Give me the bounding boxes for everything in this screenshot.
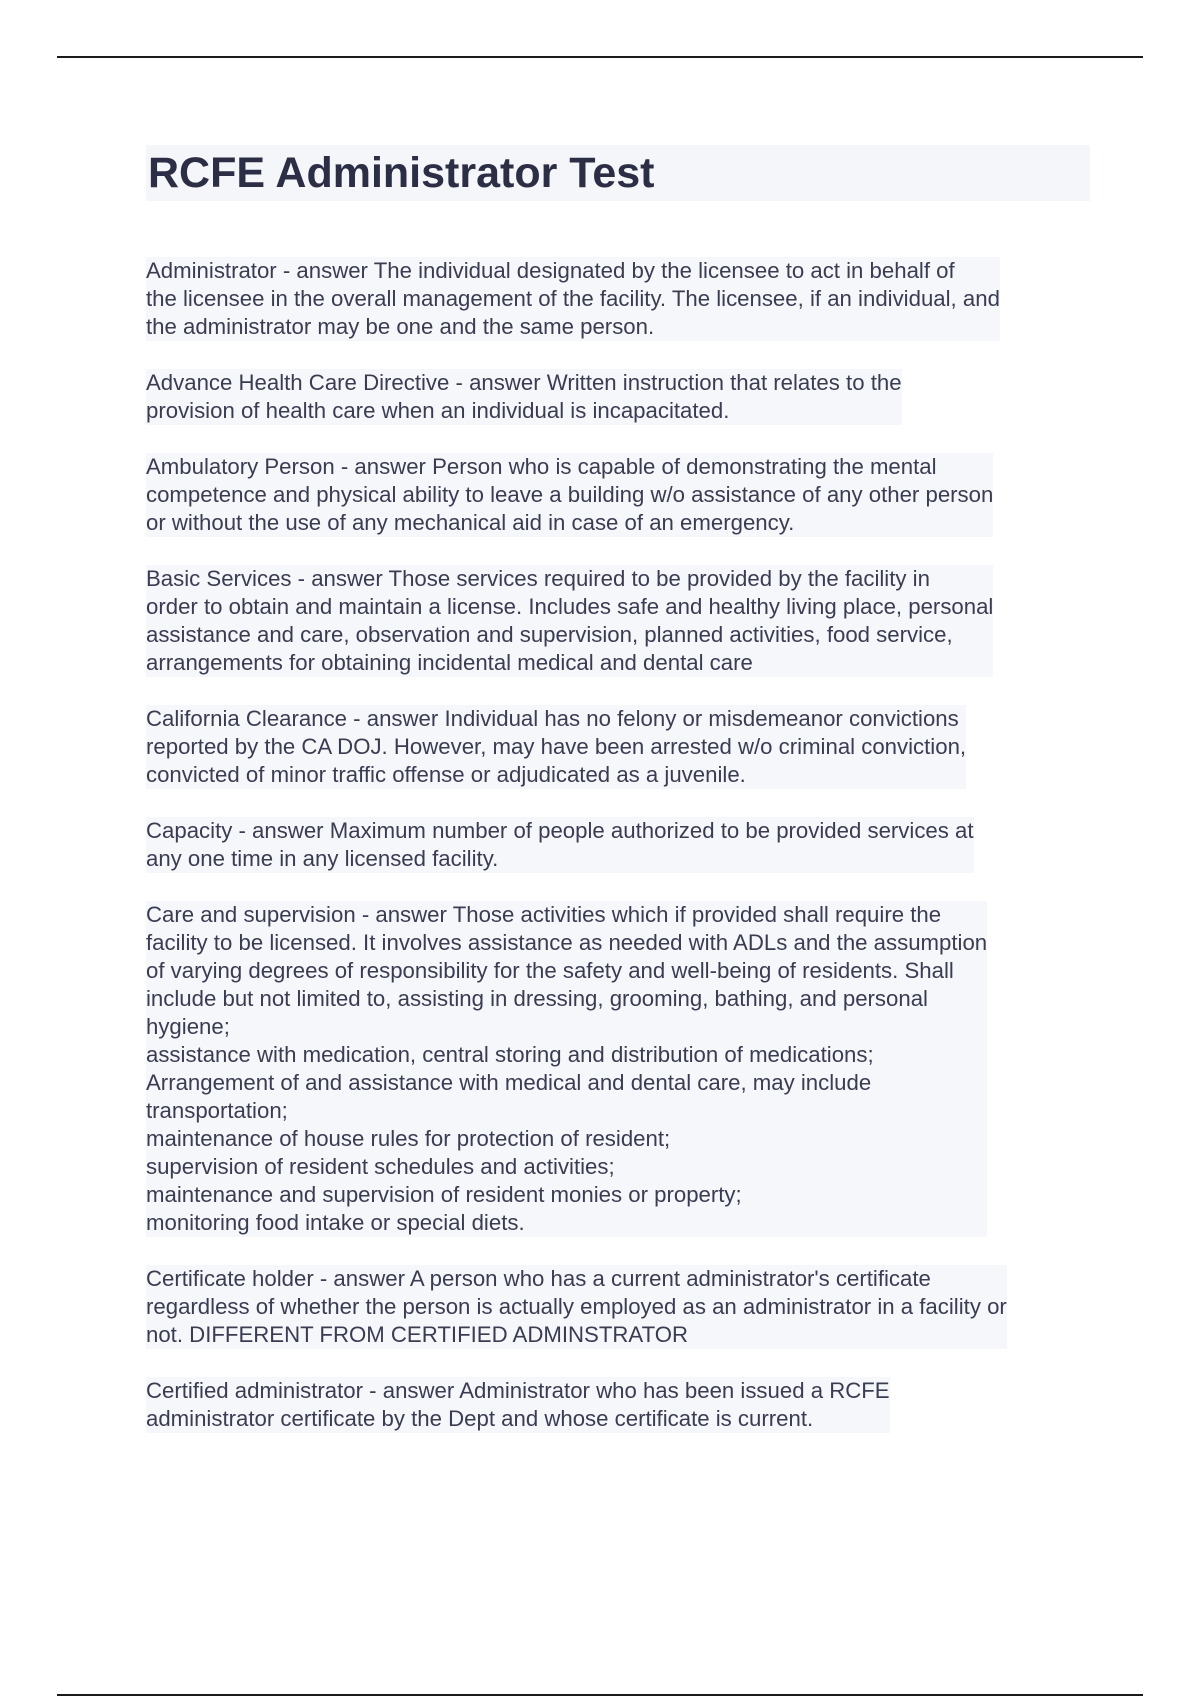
entry-definition: Those services required to be provided by the facility in order to obtain and maintain a license. Includes safe and healthy living place, personal assistance and care, observation and supervision, planned activities, food service, arrangements for obtaining incidental medical and dental care <box>146 566 994 675</box>
entry-ambulatory-person <box>146 453 993 537</box>
entry-term: Certified administrator - answer <box>146 1378 455 1403</box>
top-rule <box>57 56 1143 58</box>
entry-definition: Administrator who has been issued a RCFE administrator certificate by the Dept and whose certificate is current. <box>146 1378 890 1431</box>
entry-definition: Those activities which if provided shall require the facility to be licensed. It involves assistance as needed with ADLs and the assumption of varying degrees of responsibility for the safety and well-being of residents. Shall include but not limited to, assisting in dressing, grooming, bathing, and personal hygiene; assistance with medication, central storing and distribution of medications; Arrangement of and assistance with medical and dental care, may include transportation; maintenance of house rules for protection of resident; supervision of resident schedules and activities; maintenance and supervision of resident monies or property; monitoring food intake or special diets. <box>146 902 988 1235</box>
entry-term: Ambulatory Person - answer <box>146 454 426 479</box>
entry-term: Certificate holder - answer <box>146 1266 405 1291</box>
entry-term: Capacity - answer <box>146 818 324 843</box>
entry-term: Basic Services - answer <box>146 566 383 591</box>
entry-administrator <box>146 257 1000 341</box>
entry-certificate-holder <box>146 1265 1007 1349</box>
entry-term: California Clearance - answer <box>146 706 439 731</box>
entry-basic-services <box>146 565 993 677</box>
entry-care-and-supervision <box>146 901 987 1237</box>
entry-list <box>146 257 1090 1433</box>
entry-capacity <box>146 817 974 873</box>
entry-definition: A person who has a current administrator's certificate regardless of whether the person is actually employed as an administrator in a facility or not. DIFFERENT FROM CERTIFIED ADMINSTRATOR <box>146 1266 1007 1347</box>
entry-term: Care and supervision - answer <box>146 902 447 927</box>
entry-definition: Maximum number of people authorized to be provided services at any one time in any licensed facility. <box>146 818 974 871</box>
entry-definition: The individual designated by the licensee to act in behalf of the licensee in the overall management of the facility. The licensee, if an individual, and the administrator may be one and the same person. <box>146 258 1000 339</box>
entry-definition: Person who is capable of demonstrating the mental competence and physical ability to leave a building w/o assistance of any other person or without the use of any mechanical aid in case of an emergency. <box>146 454 994 535</box>
page-content <box>146 145 1090 1461</box>
entry-definition: Written instruction that relates to the provision of health care when an individual is incapacitated. <box>146 370 902 423</box>
bottom-rule <box>57 1694 1143 1696</box>
entry-advance-health-care-directive <box>146 369 902 425</box>
entry-certified-administrator <box>146 1377 890 1433</box>
page-title: RCFE Administrator Test <box>146 145 1090 201</box>
entry-definition: Individual has no felony or misdemeanor convictions reported by the CA DOJ. However, may have been arrested w/o criminal conviction, convicted of minor traffic offense or adjudicated as a juvenile. <box>146 706 967 787</box>
entry-california-clearance <box>146 705 966 789</box>
entry-term: Administrator - answer <box>146 258 368 283</box>
entry-term: Advance Health Care Directive - answer <box>146 370 541 395</box>
